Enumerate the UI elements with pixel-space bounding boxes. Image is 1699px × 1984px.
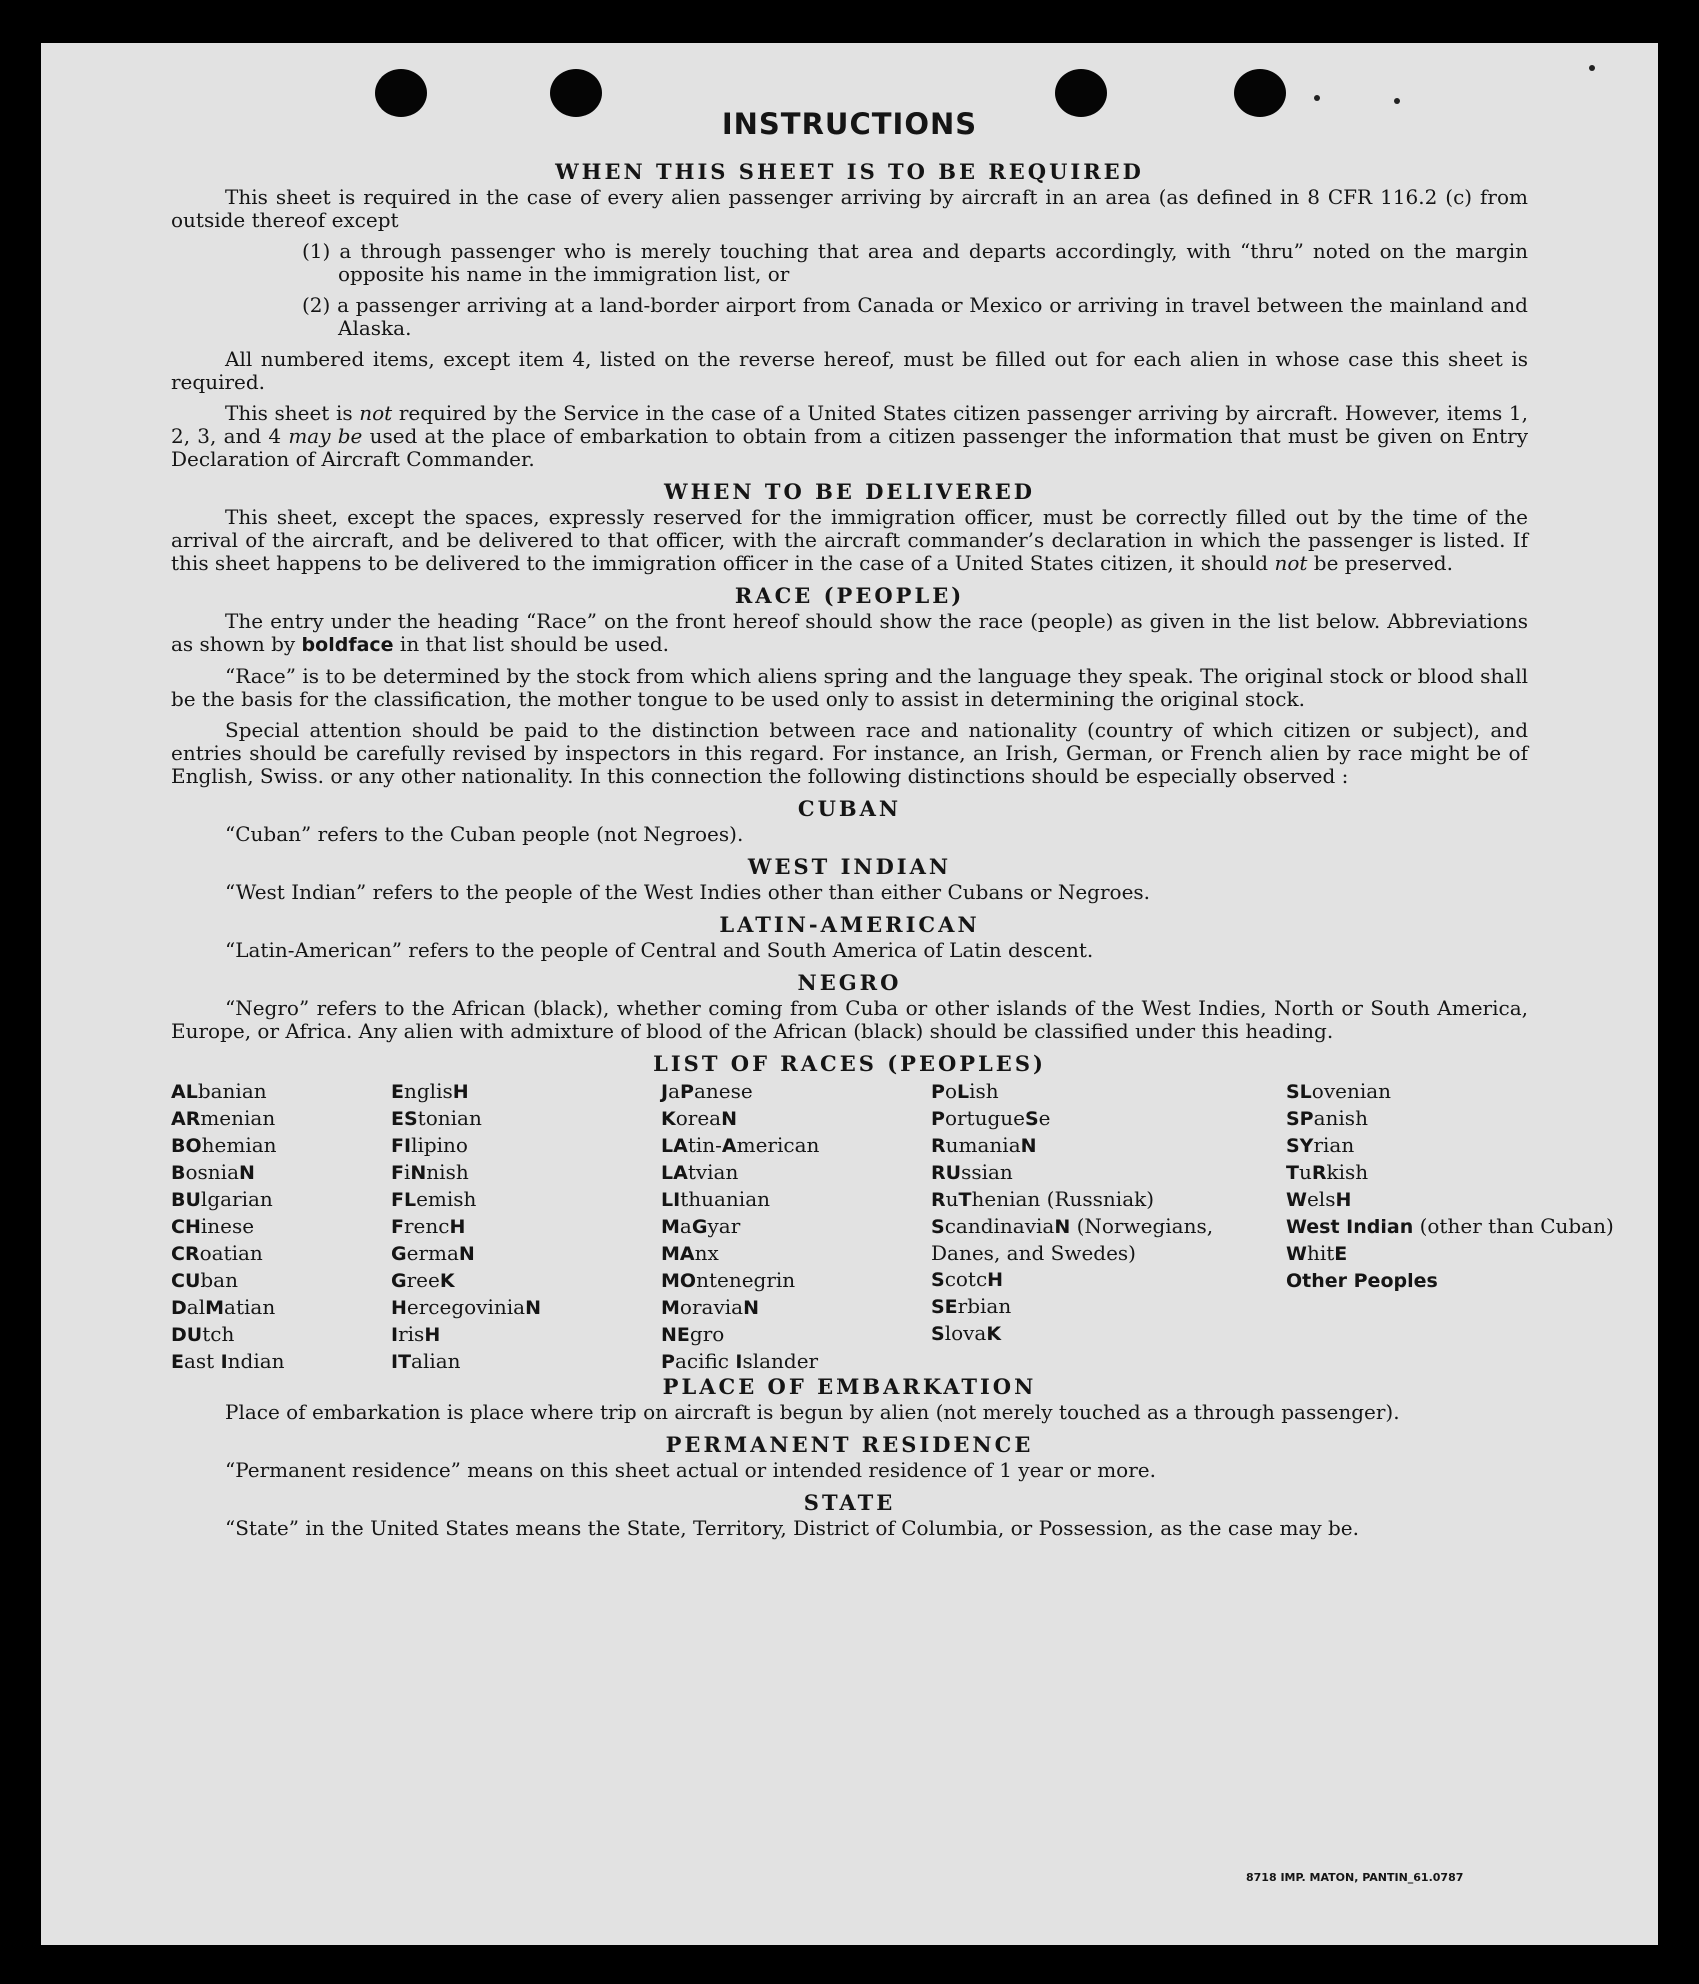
race-entry: MOntenegrin	[661, 1268, 796, 1292]
race-entry: RuThenian (Russniak)	[931, 1187, 1155, 1211]
race-entry: SlovaK	[931, 1321, 1002, 1345]
heading-negro: NEGRO	[797, 970, 902, 995]
race-entry: NEgro	[661, 1322, 725, 1346]
race-entry: ALbanian	[171, 1079, 267, 1103]
race-entry: RumaniaN	[931, 1133, 1037, 1157]
paragraph: “Permanent residence” means on this sheet actual or intended residence of 1 year or more.	[225, 1458, 1156, 1482]
race-entry: EnglisH	[391, 1079, 469, 1103]
paragraph: “Cuban” refers to the Cuban people (not Negroes).	[225, 822, 744, 846]
heading-latin-american: LATIN-AMERICAN	[719, 912, 980, 937]
speck	[1394, 98, 1400, 104]
heading-cuban: CUBAN	[797, 796, 902, 821]
race-entry: PortugueSe	[931, 1106, 1051, 1130]
race-entry: SErbian	[931, 1294, 1012, 1318]
paragraph: Place of embarkation is place where trip on aircraft is begun by alien (not merely touched as a through passenger).	[225, 1400, 1400, 1424]
paragraph: This sheet is required in the case of every alien passenger arriving by aircraft in an area (as defined in 8 CFR 116.2 (c) from outside thereof except	[171, 185, 1528, 232]
race-entry: BosniaN	[171, 1160, 255, 1184]
race-entry: KoreaN	[661, 1106, 738, 1130]
speck	[1314, 95, 1320, 101]
heading-west-indian: WEST INDIAN	[747, 854, 952, 879]
race-entry: GermaN	[391, 1241, 475, 1265]
race-entry: HercegoviniaN	[391, 1295, 541, 1319]
list-item: (1) a through passenger who is merely touching that area and departs accordingly, with “thru” noted on the margin opposite his name in the immigration list, or	[302, 239, 1528, 286]
race-entry: FIlipino	[391, 1133, 468, 1157]
race-entry: ScandinaviaN (Norwegians, Danes, and Swedes)	[931, 1214, 1214, 1265]
race-entry: SYrian	[1286, 1133, 1355, 1157]
race-entry: FrencH	[391, 1214, 466, 1238]
race-entry: Pacific Islander	[661, 1349, 819, 1373]
race-entry: LAtin-American	[661, 1133, 820, 1157]
race-entry: WhitE	[1286, 1241, 1348, 1265]
race-entry: LIthuanian	[661, 1187, 770, 1211]
races-column	[931, 1078, 1221, 1347]
speck	[1589, 65, 1595, 71]
race-entry: WelsH	[1286, 1187, 1352, 1211]
race-entry: DalMatian	[171, 1295, 276, 1319]
race-entry: IrisH	[391, 1322, 441, 1346]
race-entry: GreeK	[391, 1268, 455, 1292]
paragraph: Special attention should be paid to the distinction between race and nationality (country of which citizen or subject), and entries should be carefully revised by inspectors in this regard. For instance, an Irish, German, or French alien by race might be of English, Swiss. or any other nationality. In this connection the following distinctions should be especially observed :	[171, 718, 1528, 788]
races-column	[1286, 1078, 1614, 1294]
instructions-body	[171, 153, 1614, 1548]
race-entry: CHinese	[171, 1214, 255, 1238]
races-column	[171, 1078, 285, 1375]
paragraph: “Negro” refers to the African (black), whether coming from Cuba or other islands of the West Indies, North or South America, Europe, or Africa. Any alien with admixture of blood of the African (black) should be classified under this heading.	[171, 996, 1528, 1043]
race-entry: FLemish	[391, 1187, 477, 1211]
race-entry: BOhemian	[171, 1133, 277, 1157]
race-entry: CUban	[171, 1268, 238, 1292]
race-entry: BUlgarian	[171, 1187, 273, 1211]
paragraph: “Latin-American” refers to the people of Central and South America of Latin descent.	[225, 938, 1094, 962]
race-entry: ARmenian	[171, 1106, 276, 1130]
page-title: INSTRUCTIONS	[721, 107, 978, 141]
race-entry: MAnx	[661, 1241, 719, 1265]
race-entry: RUssian	[931, 1160, 1013, 1184]
race-entry: PoLish	[931, 1079, 999, 1103]
race-entry: CRoatian	[171, 1241, 263, 1265]
race-entry: LAtvian	[661, 1160, 739, 1184]
races-table	[171, 1078, 1614, 1373]
heading-when-required: WHEN THIS SHEET IS TO BE REQUIRED	[555, 159, 1144, 184]
paragraph: All numbered items, except item 4, listed on the reverse hereof, must be filled out for each alien in whose case this sheet is required.	[171, 347, 1528, 394]
list-item: (2) a passenger arriving at a land-border airport from Canada or Mexico or arriving in travel between the mainland and Alaska.	[302, 293, 1528, 340]
heading-state: STATE	[803, 1490, 896, 1515]
race-entry: SPanish	[1286, 1106, 1368, 1130]
race-entry: ScotcH	[931, 1267, 1004, 1291]
paragraph: “Race” is to be determined by the stock from which aliens spring and the language they speak. The original stock or blood shall be the basis for the classification, the mother tongue to be used only to assist in determining the original stock.	[171, 664, 1528, 711]
heading-when-delivered: WHEN TO BE DELIVERED	[663, 479, 1035, 504]
race-entry: MoraviaN	[661, 1295, 759, 1319]
paragraph: The entry under the heading “Race” on the front hereof should show the race (people) as given in the list below. Abbreviations as shown by boldface in that list should be used.	[171, 609, 1528, 656]
races-column	[391, 1078, 541, 1375]
race-entry: EStonian	[391, 1106, 482, 1130]
heading-embarkation: PLACE OF EMBARKATION	[662, 1374, 1037, 1399]
paragraph: “West Indian” refers to the people of the West Indies other than either Cubans or Negroes.	[225, 880, 1151, 904]
printer-mark: 8718 IMP. MATON, PANTIN_61.0787	[1246, 1871, 1464, 1884]
race-entry: East Indian	[171, 1349, 285, 1373]
race-entry: TuRkish	[1286, 1160, 1369, 1184]
paragraph: “State” in the United States means the State, Territory, District of Columbia, or Possession, as the case may be.	[225, 1516, 1359, 1540]
paragraph: This sheet, except the spaces, expressly reserved for the immigration officer, must be correctly filled out by the time of the arrival of the aircraft, and be delivered to that officer, with the aircraft commander’s declaration in which the passenger is listed. If this sheet happens to be delivered to the immigration officer in the case of a United States citizen, it should not be preserved.	[171, 505, 1528, 575]
race-entry: JaPanese	[661, 1079, 753, 1103]
race-entry: ITalian	[391, 1349, 461, 1373]
race-entry: MaGyar	[661, 1214, 741, 1238]
races-column	[661, 1078, 819, 1375]
document-sheet	[41, 43, 1658, 1945]
paragraph: This sheet is not required by the Service in the case of a United States citizen passenger arriving by aircraft. However, items 1, 2, 3, and 4 may be used at the place of embarkation to obtain from a citizen passenger the information that must be given on Entry Declaration of Aircraft Commander.	[171, 401, 1529, 471]
race-entry: DUtch	[171, 1322, 235, 1346]
race-entry: West Indian (other than Cuban)	[1286, 1214, 1614, 1238]
race-entry: SLovenian	[1286, 1079, 1392, 1103]
race-entry: Other Peoples	[1286, 1270, 1438, 1292]
race-entry: FiNnish	[391, 1160, 469, 1184]
heading-permanent-residence: PERMANENT RESIDENCE	[665, 1432, 1034, 1457]
heading-list-of-races: LIST OF RACES (PEOPLES)	[653, 1051, 1046, 1076]
heading-race: RACE (PEOPLE)	[734, 583, 965, 608]
